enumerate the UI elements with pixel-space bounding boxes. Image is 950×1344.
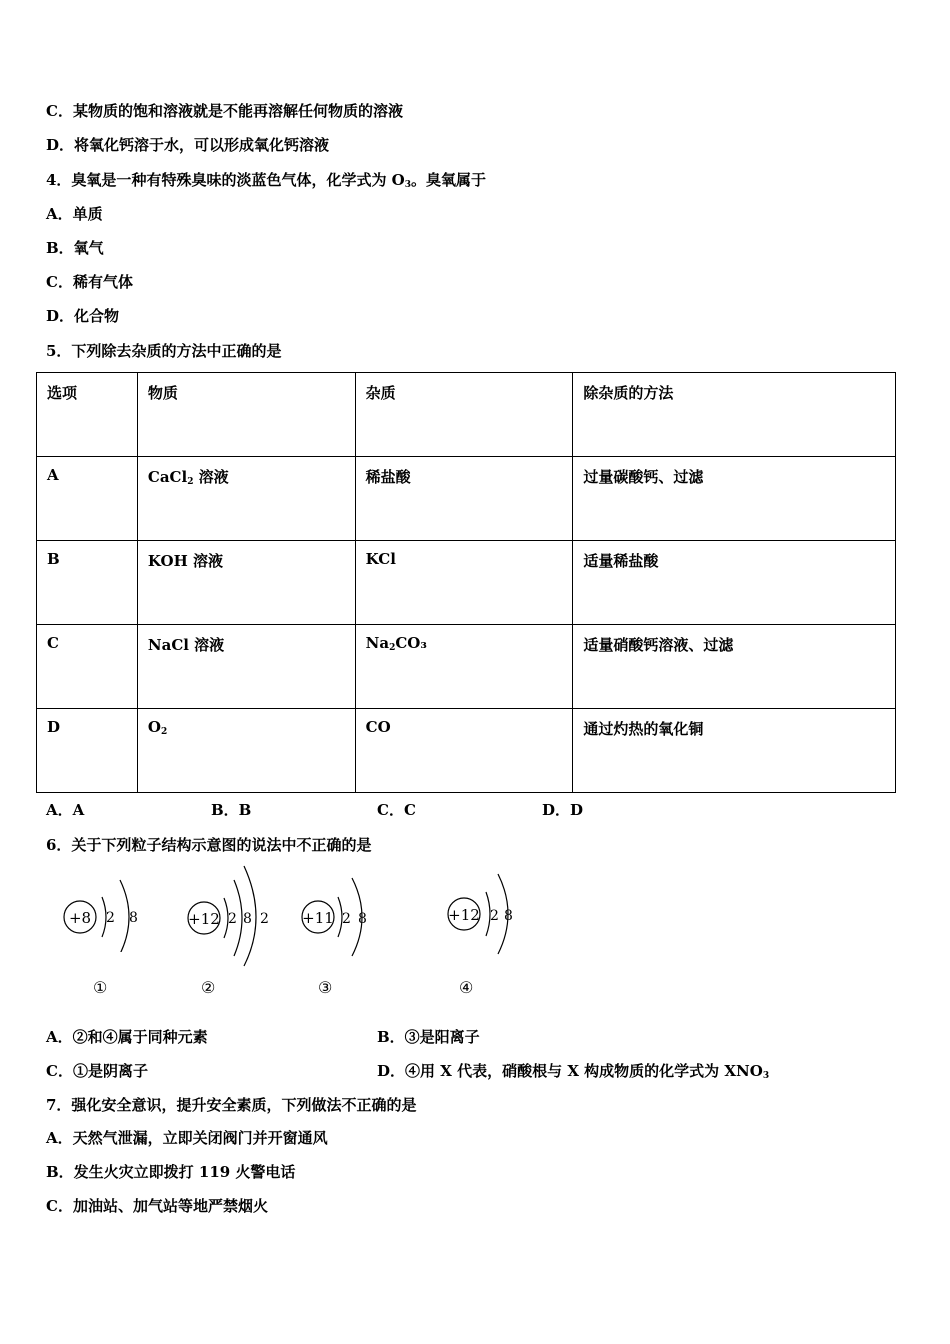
q4-option-a: A．单质 [46, 205, 103, 223]
substance-subscript: 2 [187, 477, 194, 487]
q6-option-a: A．②和④属于同种元素 [46, 1028, 208, 1046]
row-method: 适量硝酸钙溶液、过滤 [573, 625, 896, 709]
header-impurity: 杂质 [355, 373, 573, 457]
diagram-label-4: ④ [459, 978, 474, 997]
q6-option-d [377, 1061, 769, 1086]
header-option: 选项 [37, 373, 138, 457]
q5-answer-a: A．A [46, 801, 85, 819]
q7-option-b: B．发生火灾立即拨打 119 火警电话 [46, 1163, 296, 1181]
substance-subscript: 2 [160, 727, 168, 737]
row-impurity: 稀盐酸 [355, 457, 573, 541]
q5-answer-b: B．B [211, 801, 252, 819]
q6-stem: 6．关于下列粒子结构示意图的说法中不正确的是 [46, 836, 372, 854]
shell-electrons: 8 [243, 911, 252, 927]
q3-option-c: C．某物质的饱和溶液就是不能再溶解任何物质的溶液 [46, 102, 403, 120]
table-row [37, 709, 896, 793]
q3-option-d: D．将氧化钙溶于水，可以形成氧化钙溶液 [46, 136, 330, 154]
table-row [37, 541, 896, 625]
particle-diagram-4 [436, 866, 526, 956]
shell-electrons: 2 [490, 908, 499, 924]
q6-option-b: B．③是阳离子 [377, 1028, 480, 1046]
header-method: 除杂质的方法 [573, 373, 896, 457]
q5-answer-d: D．D [542, 801, 584, 819]
q4-stem [46, 170, 486, 195]
q7-option-c: C．加油站、加气站等地严禁烟火 [46, 1197, 268, 1215]
q7-option-a: A．天然气泄漏，立即关闭阀门并开窗通风 [46, 1129, 328, 1147]
nucleus-charge: +11 [302, 909, 334, 927]
shell-electrons: 2 [106, 910, 115, 926]
q6-option-d-text: D．④用 X 代表，硝酸根与 X 构成物质的化学式为 XNO [377, 1062, 763, 1080]
q4-stem-subscript: 3 [404, 180, 411, 190]
q4-stem-text: 4．臭氧是一种有特殊臭味的淡蓝色气体，化学式为 O [46, 171, 405, 189]
row-substance [137, 457, 355, 541]
table-header-row [37, 373, 896, 457]
nucleus-charge: +8 [68, 909, 92, 927]
diagram-label-1: ① [93, 978, 108, 997]
table-row [37, 625, 896, 709]
impurity-tail: CO₃ [395, 634, 427, 652]
impurity-main: Na [365, 634, 390, 652]
q4-stem-tail: 。臭氧属于 [411, 171, 487, 189]
q6-option-d-subscript: 3 [762, 1071, 770, 1081]
q7-stem: 7．强化安全意识，提升安全素质，下列做法不正确的是 [46, 1096, 417, 1114]
row-method: 过量碳酸钙、过滤 [573, 457, 896, 541]
q5-stem: 5．下列除去杂质的方法中正确的是 [46, 342, 282, 360]
header-substance: 物质 [137, 373, 355, 457]
row-substance: NaCl 溶液 [137, 625, 355, 709]
row-substance: KOH 溶液 [137, 541, 355, 625]
substance-main: CaCl [147, 468, 188, 486]
q6-option-c: C．①是阴离子 [46, 1062, 148, 1080]
row-option: C [37, 625, 138, 709]
row-option: D [37, 709, 138, 793]
particle-diagram-1 [52, 872, 152, 952]
row-impurity [355, 625, 573, 709]
particle-diagram-3 [296, 872, 386, 962]
shell-electrons: 2 [228, 911, 237, 927]
row-substance [137, 709, 355, 793]
particle-diagram-2 [182, 862, 282, 968]
diagram-label-2: ② [201, 978, 216, 997]
q5-table [36, 372, 896, 793]
shell-electrons: 2 [342, 911, 351, 927]
diagram-label-3: ③ [318, 978, 333, 997]
row-impurity: CO [355, 709, 573, 793]
q4-option-b: B．氧气 [46, 239, 104, 257]
substance-main: O [147, 718, 161, 736]
row-option: A [37, 457, 138, 541]
shell-electrons: 8 [129, 910, 138, 926]
row-option: B [37, 541, 138, 625]
shell-electrons: 2 [260, 911, 269, 927]
shell-electrons: 8 [504, 908, 513, 924]
shell-electrons: 8 [358, 911, 367, 927]
table-row [37, 457, 896, 541]
substance-tail: 溶液 [193, 468, 229, 486]
impurity-subscript: 2 [389, 643, 396, 653]
row-method: 通过灼热的氧化铜 [573, 709, 896, 793]
q4-option-d: D．化合物 [46, 307, 120, 325]
row-method: 适量稀盐酸 [573, 541, 896, 625]
nucleus-charge: +12 [448, 906, 480, 924]
row-impurity: KCl [355, 541, 573, 625]
q4-option-c: C．稀有气体 [46, 273, 133, 291]
q5-answer-c: C．C [377, 801, 416, 819]
nucleus-charge: +12 [188, 910, 220, 928]
